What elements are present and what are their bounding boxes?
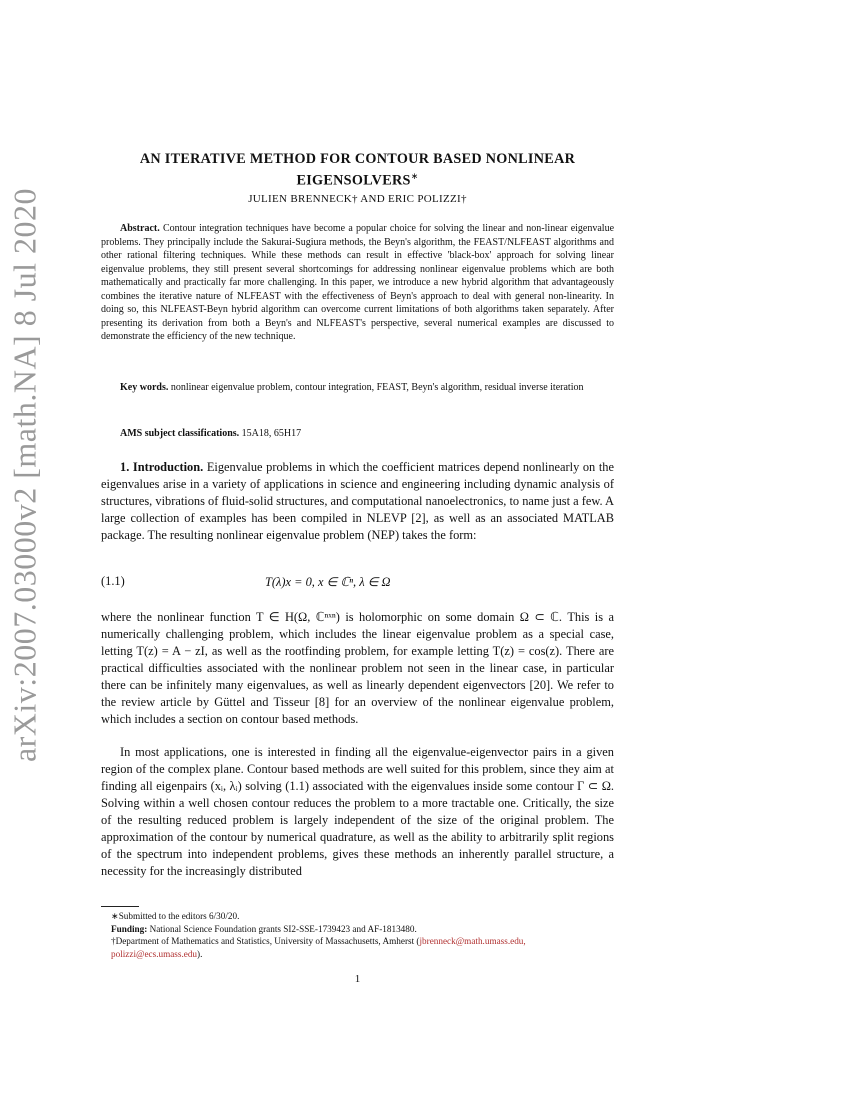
title-line-1: AN ITERATIVE METHOD FOR CONTOUR BASED NONLINEAR <box>139 151 576 167</box>
funding-text: National Science Foundation grants SI2-SSE-1739423 and AF-1813480. <box>149 923 417 934</box>
equation-body: T(λ)x = 0, x ∈ ℂⁿ, λ ∈ Ω <box>265 575 391 589</box>
ams-codes: 15A18, 65H17 <box>241 428 302 439</box>
footnote-submitted: ∗Submitted to the editors 6/30/20. <box>111 911 240 921</box>
intro-text: Eigenvalue problems in which the coefficient matrices depend nonlinearly on the eigenvalues arise in a variety of applications in science and engineering including dynamic analysis of structures, vibrations of fluid-solid structures, and computational nanoelectronics, to name just a few. A large collection of examples has been compiled in NLEVP [2], as well as an associated MATLAB package. The resulting nonlinear eigenvalue problem (NEP) takes the form: <box>101 460 614 542</box>
affiliation-end: ). <box>197 948 203 959</box>
paragraph-nonlinear-function: where the nonlinear function T ∈ H(Ω, ℂⁿˣⁿ) is holomorphic on some domain Ω ⊂ ℂ. This is a numerically challenging problem, which includes the linear eigenvalue problem as a special case, letting T(z) = A − zI, as well as the rootfinding problem, for example letting T(z) = cos(z). There are practical difficulties associated with the nonlinear problem not seen in the linear case, in particular there can be infinitely many eigenvalues, as well as linearly dependent eigenvectors [20]. We refer to the review article by Güttel and Tisseur [8] for an overview of the nonlinear eigenvalue problem, which includes a section on contour based methods. <box>101 610 614 726</box>
footnotes <box>101 910 614 960</box>
footnote-funding <box>101 923 614 936</box>
keywords <box>101 381 614 395</box>
abstract-text: Contour integration techniques have become a popular choice for solving the linear and non-linear eigenvalue problems. They principally include the Sakurai-Sugiura methods, the Beyn's algorithm, the FEAST/NLFEAST algorithms and other rational filtering techniques. While these methods can result in effective 'black-box' approach for solving linear eigenvalue problems, they still present several shortcomings for addressing nonlinear eigenvalue problems which are both mathematically and practically far more challenging. In this paper, we introduce a new hybrid algorithm that advantageously combines the iterative nature of NLFEAST with the effectiveness of Beyn's approach to deal with general non-linearity. In doing so, this NLFEAST-Beyn hybrid algorithm can overcome current limitations of both algorithms taken separately. After presenting its derivation from both a Beyn's and NLFEAST's perspective, several numerical examples are discussed to demonstrate the efficiency of the new technique. <box>101 223 615 342</box>
paper-title <box>101 151 614 190</box>
footnote-rule <box>101 906 139 907</box>
footnote-affiliation <box>101 935 614 960</box>
page-number: 1 <box>354 973 361 985</box>
arxiv-sidebar <box>0 187 50 763</box>
author-emails[interactable]: jbrenneck@math.umass.edu, polizzi@ecs.umass.edu <box>111 936 526 959</box>
ams-label: AMS subject classifications. <box>120 428 240 439</box>
keywords-label: Key words. <box>120 382 169 393</box>
affiliation-text: †Department of Mathematics and Statistics, University of Massachusetts, Amherst ( <box>111 936 420 946</box>
author-list: JULIEN BRENNECK† AND ERIC POLIZZI† <box>248 193 467 205</box>
ams-classification <box>120 427 614 440</box>
title-footnote-mark: ∗ <box>410 171 419 181</box>
funding-label: Funding: <box>111 923 148 934</box>
equation-1-1 <box>101 574 614 592</box>
section-heading: 1. Introduction. <box>120 460 204 474</box>
paragraph-contour-methods: In most applications, one is interested in finding all the eigenvalue-eigenvector pairs in a given region of the complex plane. Contour based methods are well suited for this problem, since they aim at finding all eigenpairs (xᵢ, λᵢ) solving (1.1) associated with the eigenvalues inside some contour Γ ⊂ Ω. Solving within a well chosen contour reduces the problem to a more tractable one. Critically, the size of the resulting reduced problem is largely independent of the size of the original problem. The approximation of the contour by numerical quadrature, as well as the ability to arbitrarily split regions of the spectrum into independent problems, gives these methods an inherently parallel structure, a necessity for the increasingly distributed <box>101 745 614 878</box>
abstract <box>101 222 614 344</box>
arxiv-id-stamp: arXiv:2007.03000v2 [math.NA] 8 Jul 2020 <box>6 187 43 763</box>
abstract-label: Abstract. <box>120 223 160 234</box>
title-line-2: EIGENSOLVERS <box>296 172 411 189</box>
equation-number: (1.1) <box>101 574 125 588</box>
introduction-paragraph <box>101 459 614 544</box>
keywords-text: nonlinear eigenvalue problem, contour integration, FEAST, Beyn's algorithm, residual inverse iteration <box>170 382 584 393</box>
